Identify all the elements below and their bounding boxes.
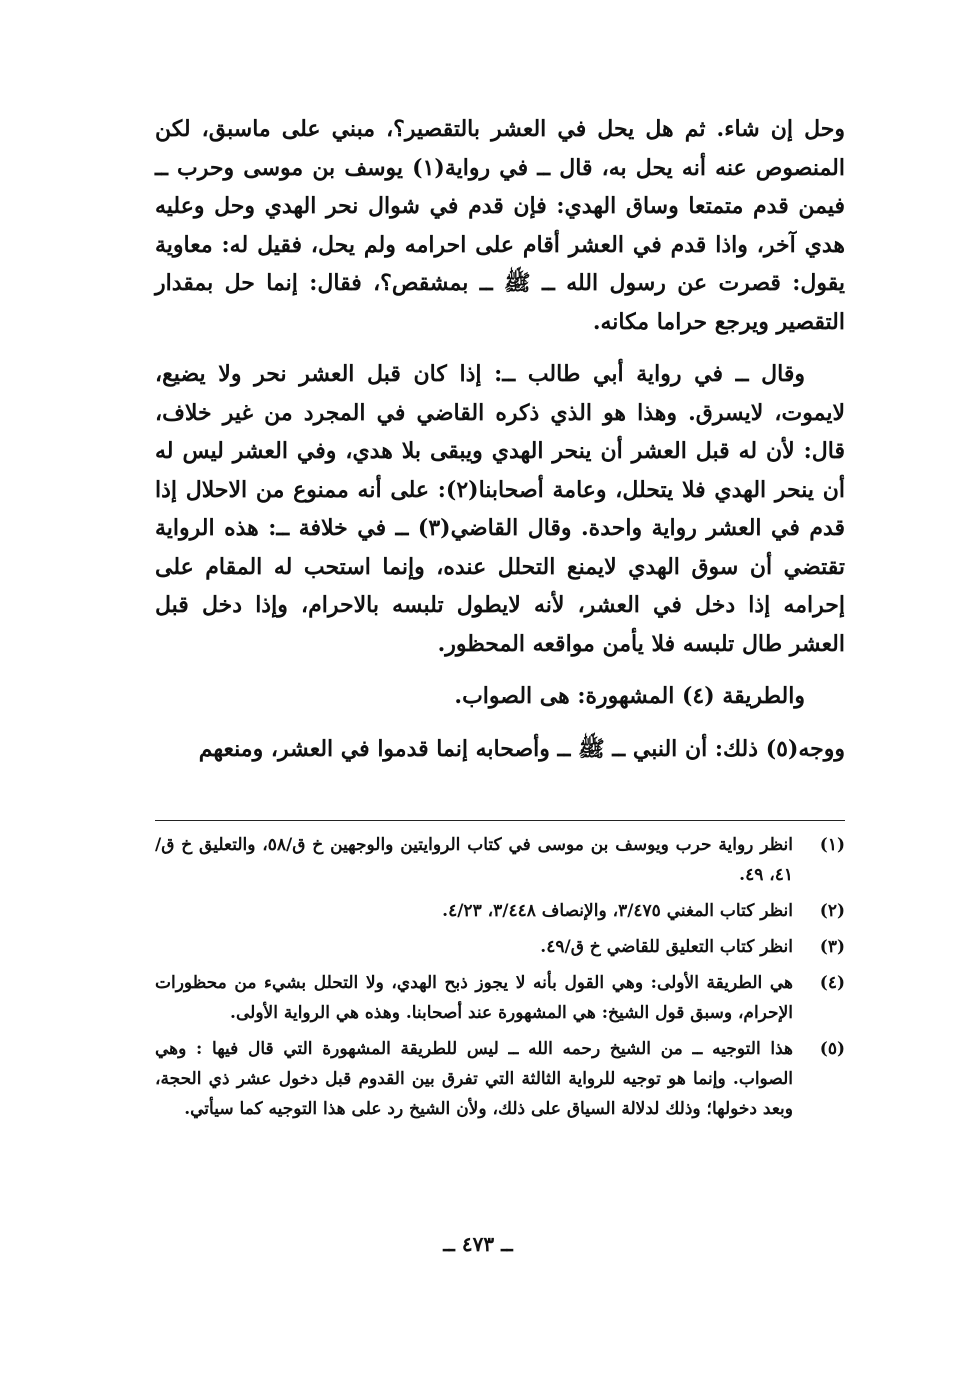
paragraph-2: وقال ــ في رواية أبي طالب ــ: إذا كان قبل العشر نحر ولا يضيع، لايموت، لايسرق. وهذا هو الذي ذكره القاضي في المجرد من غير خلاف، قال: لأن له قبل العشر أن ينحر الهدي ويبقى بلا هدي، وفي العشر ليس له أن ينحر الهدي فلا يتحلل، وعامة أصحابنا(٢): على أنه ممنوع من الاحلال إذا قدم في العشر رواية واحدة. وقال القاضي(٣) ــ في خلافة ــ: هذه الرواية تقتضي أن سوق الهدي لايمنع التحلل عنده، وإنما استحب له المقام على إحرامه إذا دخل في العشر، لأنه لايطول تلبسه بالاحرام، وإذا دخل قبل العشر طال تلبسه فلا يأمن مواقعه المحظور. [155,361,845,657]
footnotes [155,830,845,1130]
footnote-text: هذا التوجيه ــ من الشيخ رحمه الله ــ ليس للطريقة المشهورة التي قال فيها : وهي الصواب. وإنما هو توجيه للرواية الثالثة التي تفرق بين القدوم قبل دخول عشر ذي الحجة، وبعد دخولها؛ وذلك لدلالة السياق على ذلك، ولأن الشيخ رد على هذا التوجيه كما سيأتي. [155,1039,793,1119]
footnote-text: انظر كتاب التعليق للقاضي خ ق/٤٩. [540,937,793,957]
paragraph-3: والطريقة (٤) المشهورة: هى الصواب. [454,683,805,709]
footnote-text: هي الطريقة الأولى: وهي القول بأنه لا يجوز ذبح الهدي، ولا التحلل بشيء من محظورات الإحرام، وسبق قول الشيخ: هي المشهورة عند أصحابنا. وهذه هي الرواية الأولى. [155,973,793,1023]
footnote-separator [155,820,845,821]
footnote-text: انظر كتاب المغني ٣/٤٧٥، والإنصاف ٣/٤٤٨، ٤/٢٣. [442,901,793,921]
footnote-number: (١) [819,835,845,855]
footnote-number: (٣) [819,937,845,957]
footnote-3 [155,932,845,962]
paragraph-1: وحل إن شاء. ثم هل يحل في العشر بالتقصير؟، مبني على ماسبق، لكن المنصوص عنه أنه يحل به، قال ــ في رواية(١) يوسف بن موسى وحرب ــ فيمن قدم متمتعا وساق الهدي: فإن قدم في شوال نحر الهدي وحل وعليه هدي آخر، واذا قدم في العشر أقام على احرامه ولم يحل، فقيل له: معاوية يقول: قصرت عن رسول الله ــ ﷺ ــ بمشقص؟، فقال: إنما حل بمقدار التقصير ويرجع حراما مكانه. [155,116,845,335]
footnote-2 [155,896,845,926]
footnote-1 [155,830,845,890]
page-number: ــ ٤٧٣ ــ [443,1232,513,1256]
footnote-text: انظر رواية حرب ويوسف بن موسى في كتاب الروايتين والوجهين خ ق/٥٨، والتعليق خ ق/٤١، ٤٩. [155,835,793,885]
footnote-number: (٥) [819,1039,845,1059]
footnote-4 [155,968,845,1028]
footnote-number: (٤) [819,973,845,993]
footnote-5 [155,1034,845,1124]
footnote-number: (٢) [819,901,845,921]
paragraph-4: ووجه(٥) ذلك: أن النبي ــ ﷺ ــ وأصحابه إنما قدموا في العشر، ومنعهم [198,735,845,762]
main-text [155,110,845,768]
